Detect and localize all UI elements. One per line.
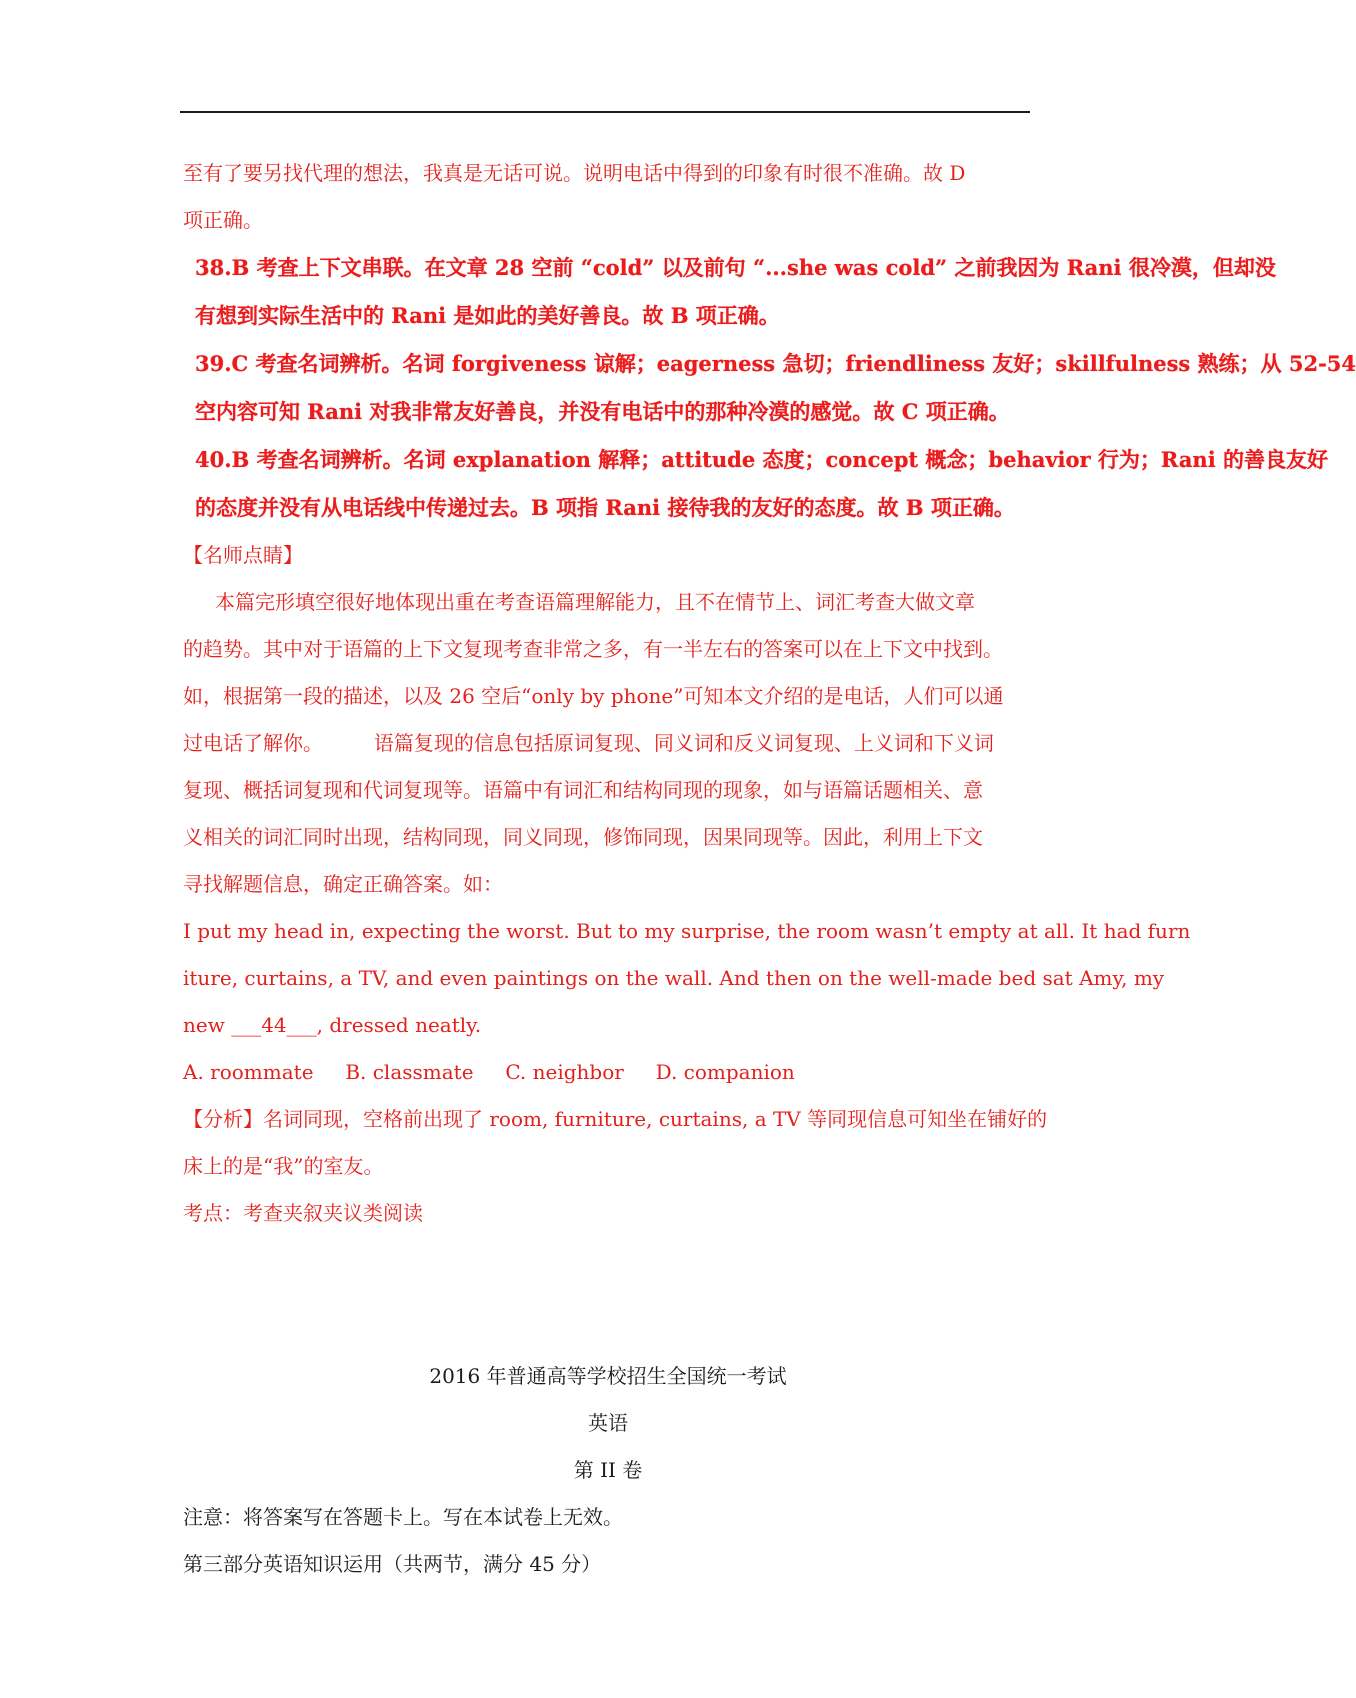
text-line: 项正确。	[183, 208, 263, 232]
answer-40-line2: 的态度并没有从电话线中传递过去。B 项指 Rani 接待我的友好的态度。故 B 项正确。	[195, 495, 1015, 520]
tips-line: 如，根据第一段的描述，以及 26 空后“only by phone”可知本文介绍的是电话，人们可以通	[183, 684, 1004, 708]
example-line: new ___44___, dressed neatly.	[183, 1013, 482, 1037]
tips-line: 过电话了解你。 语篇复现的信息包括原词复现、同义词和反义词复现、上义词和下义词	[183, 731, 994, 755]
answer-38-line1: 38.B 考查上下文串联。在文章 28 空前 “cold” 以及前句 “...she was cold” 之前我因为 Rani 很冷漠，但却没	[195, 255, 1276, 280]
answer-39-line1: 39.C 考查名词辨析。名词 forgiveness 谅解；eagerness 急切；friendliness 友好；skillfulness 熟练；从 52-54	[195, 351, 1356, 376]
answer-38-line2: 有想到实际生活中的 Rani 是如此的美好善良。故 B 项正确。	[195, 303, 780, 328]
tips-heading: 【名师点睛】	[183, 543, 303, 567]
tips-line: 寻找解题信息，确定正确答案。如：	[183, 872, 503, 896]
tips-line: 的趋势。其中对于语篇的上下文复现考查非常之多，有一半左右的答案可以在上下文中找到。	[183, 637, 1003, 661]
text-line: 至有了要另找代理的想法，我真是无话可说。说明电话中得到的印象有时很不准确。故 D	[183, 161, 966, 185]
example-options: A. roommate B. classmate C. neighbor D. companion	[183, 1060, 795, 1084]
answer-39-line2: 空内容可知 Rani 对我非常友好善良，并没有电话中的那种冷漠的感觉。故 C 项正确。	[195, 399, 1010, 424]
analysis-line: 【分析】名词同现，空格前出现了 room, furniture, curtains, a TV 等同现信息可知坐在铺好的	[183, 1107, 1048, 1131]
exam-title: 2016 年普通高等学校招生全国统一考试	[429, 1364, 787, 1388]
tips-line: 本篇完形填空很好地体现出重在考查语篇理解能力，且不在情节上、词汇考查大做文章	[215, 590, 975, 614]
exam-volume: 第 II 卷	[573, 1458, 643, 1482]
document-body	[183, 150, 1356, 1588]
analysis-line: 床上的是“我”的室友。	[183, 1154, 384, 1178]
header-rule	[180, 111, 1030, 113]
exam-subject: 英语	[588, 1411, 628, 1435]
kaodian-line: 考点：考查夹叙夹议类阅读	[183, 1201, 423, 1225]
example-line: I put my head in, expecting the worst. But to my surprise, the room wasn’t empty at all. It had furn	[183, 919, 1191, 943]
exam-section: 第三部分英语知识运用（共两节，满分 45 分）	[183, 1552, 602, 1576]
answer-40-line1: 40.B 考查名词辨析。名词 explanation 解释；attitude 态度；concept 概念；behavior 行为；Rani 的善良友好	[195, 447, 1328, 472]
exam-notice: 注意：将答案写在答题卡上。写在本试卷上无效。	[183, 1505, 623, 1529]
example-line: iture, curtains, a TV, and even paintings on the wall. And then on the well-made bed sat Amy, my	[183, 966, 1165, 990]
tips-line: 义相关的词汇同时出现，结构同现，同义同现，修饰同现，因果同现等。因此，利用上下文	[183, 825, 983, 849]
tips-line: 复现、概括词复现和代词复现等。语篇中有词汇和结构同现的现象，如与语篇话题相关、意	[183, 778, 983, 802]
